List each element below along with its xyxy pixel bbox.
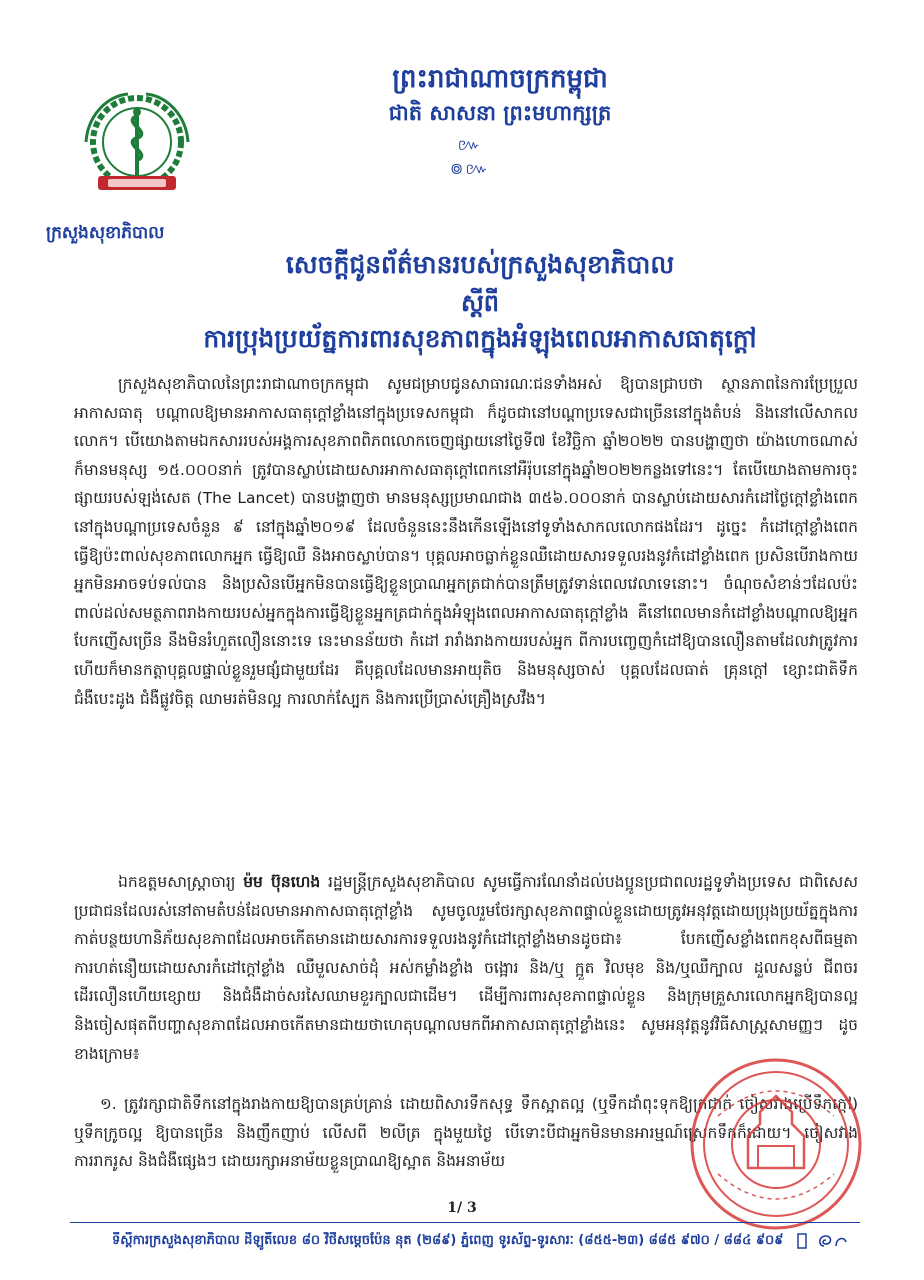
official-stamp-icon xyxy=(688,1056,864,1232)
ministry-logo-icon xyxy=(78,84,196,204)
national-motto: ជាតិ សាសនា ព្រះមហាក្សត្រ xyxy=(388,100,612,125)
footer-divider xyxy=(70,1222,860,1223)
document-title: សេចក្តីជូនព័ត៌មានរបស់ក្រសួងសុខាភិបាល xyxy=(285,250,675,279)
page-number: 1/ 3 xyxy=(447,1200,477,1216)
footer-contact-icons xyxy=(792,1230,852,1252)
kingdom-heading: ព្រះរាជាណាចក្រកម្ពុជា xyxy=(392,64,608,94)
advice-text: រដ្ឋមន្ត្រីក្រសួងសុខាភិបាល សូមធ្វើការណែនាំដល់បងប្អូនប្រជាពលរដ្ឋទូទាំងប្រទេស ជាពិសេសប្រជាជនដែលរស់នៅតាមតំបន់ដែលមានអាកាសធាតុក្តៅខ្លាំង សូមចូលរួមថែរក្សាសុខភាពផ្ទាល់ខ្លួនដោយត្រូវអនុវត្តដោយប្រុងប្រយ័ត្នក្នុងការកាត់បន្ថយហានិភ័យសុខភាពដែលអាចកើតមានដោយសារការទទួលរងនូវកំដៅក្តៅខ្លាំងមានដូចជា៖ បែកញើសខ្លាំងពេកខុសពីធម្មតា ការហត់នឿយដោយសារកំដៅក្តៅខ្លាំង ឈឺមួលសាច់ដុំ អស់កម្លាំងខ្លាំង ចង្អោរ និង/ឬ ក្អួត វិលមុខ និង/ឬឈឺក្បាល ដួលសន្លប់ ជីពចរដើរលឿនហើយខ្សោយ និងជំងឺដាច់សរសៃឈាមខួរក្បាលជាដើម។ ដើម្បីការពារសុខភាពផ្ទាល់ខ្លួន និងក្រុមគ្រួសារលោកអ្នកឱ្យបានល្អ និងចៀសផុតពីបញ្ហាសុខភាពដែលអាចកើតមានជាយថាហេតុបណ្តាលមកពីអាកាសធាតុក្តៅខ្លាំងនេះ សូមអនុវត្តនូវវិធីសាស្ត្រសាមញ្ញៗ ដូចខាងក្រោម៖ xyxy=(74,873,858,1063)
ministry-name: ក្រសួងសុខាភិបាល xyxy=(46,223,165,243)
ornament-divider: ៚៙៚ xyxy=(450,135,490,178)
paragraph-intro: ក្រសួងសុខាភិបាលនៃព្រះរាជាណាចក្រកម្ពុជា សូមជម្រាបជូនសាធារណៈជនទាំងអស់ ឱ្យបានជ្រាបថា ស្ថានភាពនៃការប្រែប្រួលអាកាសធាតុ បណ្តាលឱ្យមានអាកាសធាតុក្តៅខ្លាំងនៅក្នុងប្រទេសកម្ពុជា ក៏ដូចជានៅបណ្តាប្រទេសជាច្រើននៅក្នុងតំបន់ និងនៅលើសាកលលោក។ បើយោងតាមឯកសាររបស់អង្គការសុខភាពពិភពលោកចេញផ្សាយនៅថ្ងៃទី៧ ខែវិច្ឆិកា ឆ្នាំ២០២២ បានបង្ហាញថា យ៉ាងហោចណាស់ក៏មានមនុស្ស ១៥.០០០នាក់ ត្រូវបានស្លាប់ដោយសារអាកាសធាតុក្តៅពេកនៅអឺរ៉ុបនៅក្នុងឆ្នាំ២០២២កន្លងទៅនេះ។ តែបើយោងតាមការចុះផ្សាយរបស់ឡង់សេត (The Lancet) បានបង្ហាញថា មានមនុស្សប្រមាណជាង ៣៥៦.០០០នាក់ បានស្លាប់ដោយសារកំដៅថ្ងៃក្តៅខ្លាំងពេកនៅក្នុងបណ្តាប្រទេសចំនួន ៩ នៅក្នុងឆ្នាំ២០១៩ ដែលចំនួននេះនឹងកើនឡើងនៅទូទាំងសាកលលោកផងដែរ។ ដូច្នេះ កំដៅក្តៅខ្លាំងពេក ធ្វើឱ្យប៉ះពាល់សុខភាពលោកអ្នក ធ្វើឱ្យឈឺ និងអាចស្លាប់បាន។ បុគ្គលអាចធ្លាក់ខ្លួនឈឺដោយសារទទួលរងនូវកំដៅខ្លាំងពេក ប្រសិនបើរាងកាយអ្នកមិនអាចទប់ទល់បាន និងប្រសិនបើអ្នកមិនបានធ្វើឱ្យខ្លួនប្រាណអ្នកត្រជាក់បានត្រឹមត្រូវទាន់ពេលវេលាទេនោះ។ ចំណុចសំខាន់ៗដែលប៉ះពាល់ដល់សមត្ថភាពរាងកាយរបស់អ្នកក្នុងការធ្វើឱ្យខ្លួនអ្នកត្រជាក់ក្នុងអំឡុងពេលអាកាសធាតុក្តៅខ្លាំង គឺនៅពេលមានកំដៅខ្លាំងបណ្តាលឱ្យអ្នកបែកញើសច្រើន នឹងមិនរំហួតលឿននោះទេ នេះមានន័យថា កំដៅ រារាំងរាងកាយរបស់អ្នក ពីការបញ្ចេញកំដៅឱ្យបានលឿនតាមដែលវាត្រូវការ ហើយក៏មានកត្តាបុគ្គលផ្ទាល់ខ្លួនរួមផ្សំជាមួយដែរ គឺបុគ្គលដែលមានអាយុតិច និងមនុស្សចាស់ បុគ្គលដែលធាត់ គ្រុនក្តៅ ខ្សោះជាតិទឹក ជំងឺបេះដូង ជំងឺផ្លូវចិត្ត ឈាមរត់មិនល្អ ការលាក់ស្បែក និងការប្រើប្រាស់គ្រឿងស្រវឹង។ xyxy=(74,375,858,708)
footer-address: ទីស្តីការក្រសួងសុខាភិបាល ដីឡូតិ៍លេខ ៨០ វិថីសម្តេចប៉ែន នុត (២៨៩) ភ្នំពេញ ទូរស័ព្ទ-ទូរសារៈ (៨៥៥-២៣) ៨៨៥ ៩៧០ / ៨៨៤ ៩០៩ xyxy=(112,1233,784,1248)
advice-prefix: ឯកឧត្តមសាស្ត្រាចារ្យ xyxy=(118,873,244,891)
title-connector: ស្តីពី xyxy=(460,288,500,317)
paragraph-item-1: ១. ត្រូវរក្សាជាតិទឹកនៅក្នុងរាងកាយឱ្យបានគ្រប់គ្រាន់ ដោយពិសារទឹកសុទ្ធ ទឹកស្អាតល្អ (ឬទឹកដាំពុះទុកឱ្យត្រជាក់ ចៀសវាងប្រើទឹកក្តៅ) ឬទឹកក្រូចល្អ ឱ្យបានច្រើន និងញឹកញាប់ លើសពី ២លីត្រ ក្នុងមួយថ្ងៃ បើទោះបីជាអ្នកមិនមានអារម្មណ៍ស្រេកទឹកក៏ដោយ។ ចៀសវាងការរាករូស និងជំងឺផ្សេងៗ ដោយរក្សាអនាម័យខ្លួនប្រាណឱ្យស្អាត និងអនាម័យ xyxy=(74,1095,858,1171)
minister-name: ម៉ម ប៊ុនហេង xyxy=(243,873,321,891)
paragraph-minister-advice xyxy=(74,868,858,1068)
document-subject: ការប្រុងប្រយ័ត្នការពារសុខភាពក្នុងអំឡុងពេលអាកាសធាតុក្តៅ xyxy=(203,324,757,353)
